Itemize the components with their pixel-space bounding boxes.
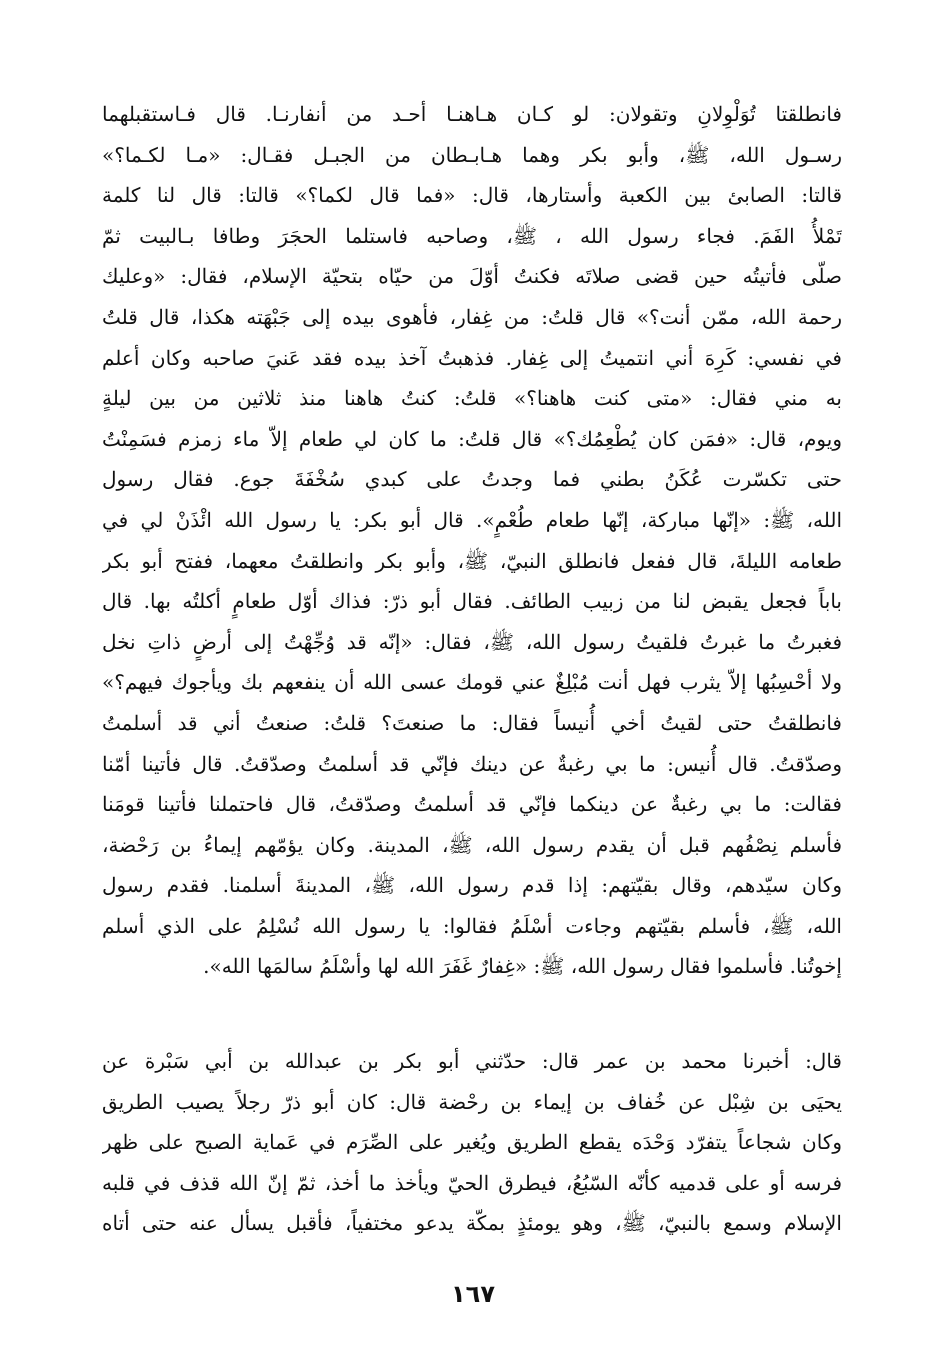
text-line: قال: أخبرنا محمد بن عمر قال: حدّثني أبو بكر بن عبدالله بن أبي سَبْرة عن xyxy=(102,1049,842,1073)
paragraph-1 xyxy=(102,94,842,987)
text-line: يحيَى بن شِبْل عن خُفاف بن إيماء بن رحْضة قال: كان أبو ذرّ رجلاً يصيب الطريق xyxy=(102,1089,842,1114)
text-line: ويوم، قال: «فمَن كان يُطْعِمُك؟» قال قلتُ: ما كان لي طعام إلاّ ماء زمزم فسَمِنْتُ xyxy=(102,426,842,451)
text-line: وكان سيّدهم، وقال بقيّتهم: إذا قدم رسول الله، ﷺ، المدينةَ أسلمنا. فقدم رسول xyxy=(102,873,842,898)
text-line: باباً فجعل يقبض لنا من زبيب الطائف. فقال أبو ذرّ: فذاك أوّل طعامٍ أكلتُه بها. قال xyxy=(102,589,842,614)
text-line: حتى تكسّرت عُكَنُ بطني فما وجدتُ على كبدي سُخْفَةَ جوع. فقال رسول xyxy=(102,467,842,492)
text-line: فانطلقتُ حتى لقيتُ أخي أُنيساً فقال: ما صنعتَ؟ قلتُ: صنعتُ أني قد أسلمتُ xyxy=(102,710,842,735)
text-line: وصدّقتُ. قال أُنيس: ما بي رغبةٌ عن دينك فإنّي قد أسلمتُ وصدّقتُ. قال فأتينا أمّنا xyxy=(102,751,842,776)
paragraph-2 xyxy=(102,1041,842,1244)
text-line: صلّى فأتيتُه حين قضى صلاتَه فكنتُ أوّلَ من حيّاه بتحيّة الإسلام، فقال: «وعليك xyxy=(102,264,842,289)
text-line: فانطلقتا تُوَلْوِلانِ وتقولان: لو كـان هـاهنـا أحـد من أنفارنـا. قال فـاستقبلهما xyxy=(102,102,842,126)
text-line: فأسلم نِصْفُهم قبل أن يقدم رسول الله، ﷺ، المدينة. وكان يؤمّهم إيماءُ بن رَحْضة، xyxy=(102,832,842,857)
text-line: فرسه أو على قدميه كأنّه السّبُعُ، فيطرق الحيّ ويأخذ ما أخذ، ثمّ إنّ الله قذف في قلبه xyxy=(102,1170,842,1195)
text-line: طعامه الليلةَ، قال ففعل فانطلق النبيّ، ﷺ، وأبو بكر وانطلقتُ معهما، ففتح أبو بكر xyxy=(102,548,842,573)
text-line: رحمة الله، ممّن أنت؟» قال قلتُ: من غِفار، فأهوى بيده إلى جَبْهَته هكذا، قال قلتُ xyxy=(102,304,842,329)
text-line: الإسلام وسمع بالنبيّ، ﷺ، وهو يومئذٍ بمكّة يدعو مختفياً، فأقبل يسأل عنه حتى أتاه xyxy=(102,1211,842,1236)
text-line: ولا أحْسِبُها إلاّ يثرب فهل أنت مُبْلِغٌ عني قومك عسى الله أن ينفعهم بك ويأجوك فيهم؟» xyxy=(102,670,842,695)
text-line: الله، ﷺ: «إنّها مباركة، إنّها طعام طُعْمٍ». قال أبو بكر: يا رسول الله ائْذَنْ لي في xyxy=(102,507,842,532)
text-line: به مني فقال: «متى كنت هاهنا؟» قلتُ: كنتُ هاهنا منذ ثلاثين من بين ليلةٍ xyxy=(102,386,842,411)
text-line: تَمْلأُ الفَمَ. فجاء رسول الله ، ﷺ، وصاحبه فاستلما الحجَرَ وطافا بـالبيت ثمّ xyxy=(102,223,842,248)
text-line: رسـول الله، ﷺ، وأبو بكر وهما هـابـطان من الجبـل فقـال: «مـا لكـما؟» xyxy=(102,142,842,167)
text-line: إخوتُنا. فأسلموا فقال رسول الله، ﷺ: «غِفارٌ غَفَرَ الله لها وأسْلَمُ سالمَها الله». xyxy=(203,954,842,979)
text-line: في نفسي: كَرِهَ أني انتميتُ إلى غِفار. فذهبتُ آخذ بيده فقد عَنيَ صاحبه وكان أعلم xyxy=(102,345,842,370)
page-number: ١٦٧ xyxy=(451,1280,495,1308)
text-line: فغبرتُ ما غبرتُ فلقيتُ رسول الله، ﷺ، فقال: «إنّه قد وُجِّهْتُ إلى أرضٍ ذاتِ نخل xyxy=(102,629,842,654)
text-line: وكان شجاعاً يتفرّد وَحْدَه يقطع الطريق ويُغير على الصِّرَم في عَماية الصبح على ظهر xyxy=(102,1130,842,1155)
text-line: الله، ﷺ، فأسلم بقيّتهم وجاءت أسْلَمُ فقالوا: يا رسول الله نُسْلِمُ على الذي أسلم xyxy=(102,913,842,938)
text-line: فقالت: ما بي رغبةٌ عن دينكما فإنّي قد أسلمتُ وصدّقتُ، قال فاحتملنا فأتينا قومَنا xyxy=(102,792,842,817)
text-line: قالتا: الصابئ بين الكعبة وأستارها، قال: «فما قال لكما؟» قالتا: قال لنا كلمة xyxy=(102,183,842,208)
